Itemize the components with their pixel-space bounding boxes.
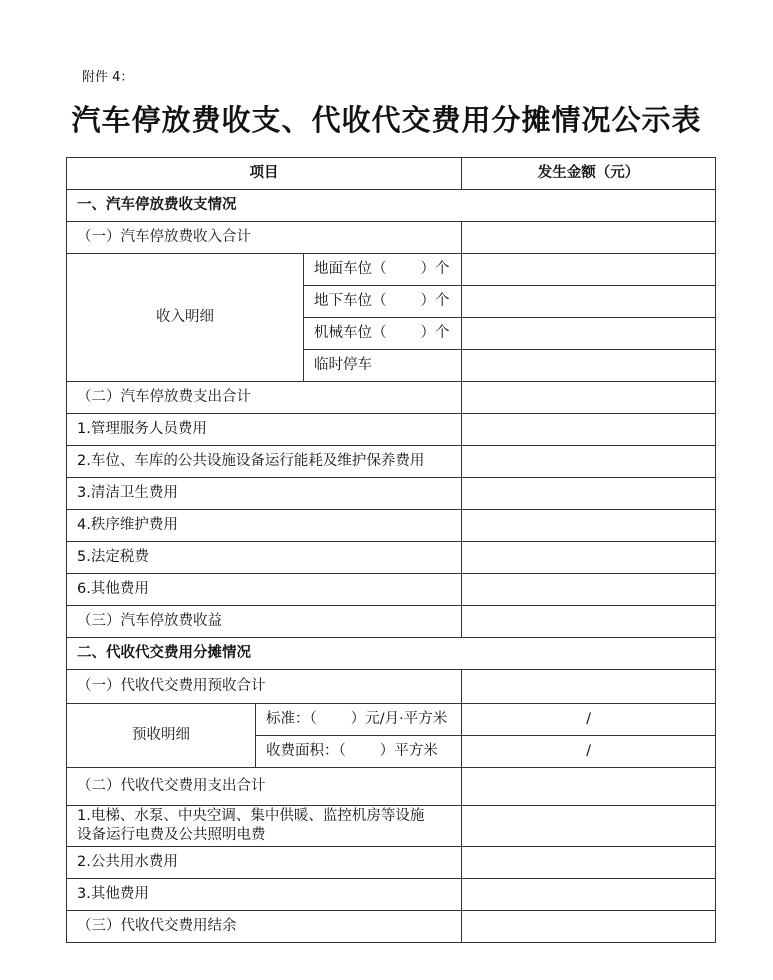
section1-title: 一、汽车停放费收支情况	[67, 190, 716, 222]
income-total-amount[interactable]	[462, 222, 716, 254]
table-row	[67, 670, 716, 704]
section2-title: 二、代收代交费用分摊情况	[67, 638, 716, 670]
mechanical-spaces-label: 机械车位（ ）个	[304, 318, 462, 350]
table-row	[67, 574, 716, 606]
table-row	[67, 806, 716, 847]
table-row	[67, 222, 716, 254]
expense-item-amount[interactable]	[462, 510, 716, 542]
expense-item-label: 2.车位、车库的公共设施设备运行能耗及维护保养费用	[67, 446, 462, 478]
income-total-label: （一）汽车停放费收入合计	[67, 222, 462, 254]
table-row	[67, 704, 716, 736]
table-row	[67, 542, 716, 574]
collection-expense-total-label: （二）代收代交费用支出合计	[67, 768, 462, 806]
parking-profit-amount[interactable]	[462, 606, 716, 638]
prepaid-detail-label: 预收明细	[67, 704, 256, 768]
temporary-parking-label: 临时停车	[304, 350, 462, 382]
ground-spaces-label: 地面车位（ ）个	[304, 254, 462, 286]
charge-area-label: 收费面积：（ ）平方米	[256, 736, 462, 768]
attachment-label: 附件 4：	[82, 70, 134, 85]
collection-expense-item-amount[interactable]	[462, 879, 716, 911]
income-detail-label: 收入明细	[67, 254, 304, 382]
temporary-parking-amount[interactable]	[462, 350, 716, 382]
collection-expense-item-amount[interactable]	[462, 847, 716, 879]
expense-item-label: 3.清洁卫生费用	[67, 478, 462, 510]
expense-item-label: 6.其他费用	[67, 574, 462, 606]
collection-expense-total-amount[interactable]	[462, 768, 716, 806]
collection-balance-label: （三）代收代交费用结余	[67, 911, 462, 943]
table-row	[67, 606, 716, 638]
expense-item-amount[interactable]	[462, 542, 716, 574]
standard-amount: /	[462, 704, 716, 736]
section-row	[67, 190, 716, 222]
collection-expense-item-label: 2.公共用水费用	[67, 847, 462, 879]
header-item: 项目	[67, 158, 462, 190]
expense-item-label: 5.法定税费	[67, 542, 462, 574]
table-row	[67, 911, 716, 943]
expense-item-amount[interactable]	[462, 574, 716, 606]
table-row	[67, 847, 716, 879]
expense-total-label: （二）汽车停放费支出合计	[67, 382, 462, 414]
expense-item-label: 1.管理服务人员费用	[67, 414, 462, 446]
standard-label: 标准：（ ）元/月·平方米	[256, 704, 462, 736]
table-row	[67, 510, 716, 542]
header-amount: 发生金额（元）	[462, 158, 716, 190]
section-row	[67, 638, 716, 670]
ground-spaces-amount[interactable]	[462, 254, 716, 286]
page-title: 汽车停放费收支、代收代交费用分摊情况公示表	[71, 103, 702, 137]
table-row	[67, 414, 716, 446]
table-row	[67, 382, 716, 414]
mechanical-spaces-amount[interactable]	[462, 318, 716, 350]
table-row	[67, 478, 716, 510]
table-row	[67, 768, 716, 806]
collection-expense-item-label: 1.电梯、水泵、中央空调、集中供暖、监控机房等设施 设备运行电费及公共照明电费	[67, 806, 462, 847]
expense-item-amount[interactable]	[462, 478, 716, 510]
prepaid-total-label: （一）代收代交费用预收合计	[67, 670, 462, 704]
table-row	[67, 254, 716, 286]
expense-item-amount[interactable]	[462, 446, 716, 478]
collection-expense-item-amount[interactable]	[462, 806, 716, 847]
prepaid-total-amount[interactable]	[462, 670, 716, 704]
disclosure-table	[66, 157, 716, 943]
table-row	[67, 446, 716, 478]
table-row	[67, 879, 716, 911]
underground-spaces-amount[interactable]	[462, 286, 716, 318]
expense-item-amount[interactable]	[462, 414, 716, 446]
expense-item-label: 4.秩序维护费用	[67, 510, 462, 542]
table-header-row	[67, 158, 716, 190]
underground-spaces-label: 地下车位（ ）个	[304, 286, 462, 318]
collection-balance-amount[interactable]	[462, 911, 716, 943]
charge-area-amount: /	[462, 736, 716, 768]
collection-expense-item-label: 3.其他费用	[67, 879, 462, 911]
expense-total-amount[interactable]	[462, 382, 716, 414]
parking-profit-label: （三）汽车停放费收益	[67, 606, 462, 638]
